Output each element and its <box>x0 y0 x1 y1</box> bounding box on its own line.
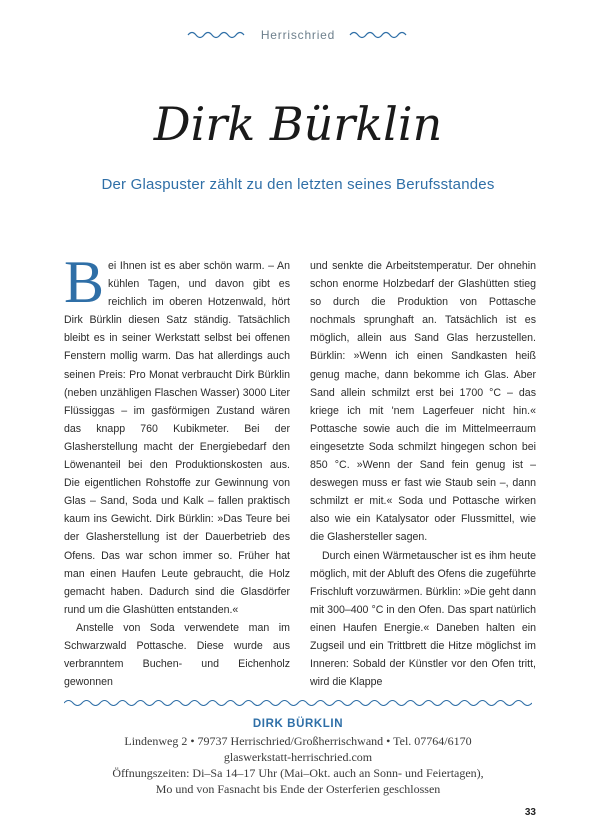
paragraph-text: ei Ihnen ist es aber schön warm. – An kühlen Tagen, und davon gibt es reichlich im oberen Hotzenwald, hört Dirk Bürklin diesen Satz ständig. Tatsächlich bleibt es in seiner Werkstatt selbst bei offenen Fenstern mollig warm. Das hat allerdings auch seinen Preis: Pro Monat verbraucht Dirk Bürklin (neben unzähligen Flaschen Wasser) 3000 Liter Flüssiggas – im gasförmigen Zustand wären das knapp 760 Kubikmeter. Bei der Glasherstellung macht der Energiebedarf den Löwenanteil bei den Produktionskosten aus. Die eigentlichen Rohstoffe zur Gewinnung von Glas – Sand, Soda und Kalk – fallen praktisch kaum ins Gewicht. Dirk Bürklin: »Das Teure bei der Glasherstellung ist der Dauerbetrieb des Ofens. Das war schon immer so. Früher hat man einen Haufen Leute gebraucht, die Holz gemacht haben. Dadurch sind die Glasdörfer rund um die Glashütten entstanden.« <box>64 260 290 616</box>
article-column-left <box>64 249 290 691</box>
opening-hours-line: Mo und von Fasnacht bis Ende der Osterferien geschlossen <box>155 782 441 796</box>
address-line: Lindenweg 2 • 79737 Herrischried/Großherrischwand • Tel. 07764/6170 <box>124 734 472 748</box>
business-name: DIRK BÜRKLIN <box>252 718 344 730</box>
paragraph: Anstelle von Soda verwendete man im Schwarzwald Pottasche. Diese wurde aus verbranntem Buchen- und Eichenholz gewonnen <box>64 621 290 689</box>
wave-divider <box>64 697 532 709</box>
title-text: Dirk Bürklin <box>153 97 443 151</box>
subtitle: Der Glaspuster zählt zu den letzten seines Berufsstandes <box>101 176 495 193</box>
handwritten-title <box>153 92 443 162</box>
contact-info-box <box>0 716 596 797</box>
page-title <box>0 92 596 167</box>
paragraph: und senkte die Arbeitstemperatur. Der ohnehin schon enorme Holzbedarf der Glashütten stieg so durch die Produktion von Pottasche nochmals sprunghaft an. Tatsächlich ist es möglich, allein aus Sand Glas herzustellen. Bürklin: »Wenn ich einen Sandkasten heiß genug mache, dann bekomme ich Glas. Aber Sand allein schmilzt erst bei 1700 °C – das kriege ich mit 'nem Lagerfeuer nicht hin.« Pottasche sowie auch die im Mittelmeerraum eingesetzte Soda schmilzt hingegen schon bei 850 °C. »Wenn der Sand fein genug ist – deswegen muss er fast wie Staub sein –, dann schmilzt er mit.« Soda und Pottasche wirken also wie ein Katalysator oder Flussmittel, wie die Glashersteller sagen. <box>310 260 536 544</box>
paragraph: Durch einen Wärmetauscher ist es ihm heute möglich, mit der Abluft des Ofens die zugeführte Frischluft vorzuwärmen. Bürklin: »Die geht dann mit 300–400 °C in den Ofen. Das spart natürlich einen Haufen Energie.« Daneben halten ein Zugseil und ein Trittbrett die Hitze möglichst im Inneren: Sobald der Künstler vor den Ofen tritt, wird die Klappe <box>310 549 536 689</box>
opening-hours-line: Öffnungszeiten: Di–Sa 14–17 Uhr (Mai–Okt. auch an Sonn- und Feiertagen), <box>112 766 484 780</box>
website-link[interactable]: glaswerkstatt-herrischried.com <box>223 750 373 764</box>
paragraph <box>64 249 290 619</box>
article-column-right <box>310 257 536 691</box>
drop-cap: B <box>64 249 105 315</box>
section-label: Herrischried <box>260 28 336 42</box>
page-number: 33 <box>524 807 536 818</box>
